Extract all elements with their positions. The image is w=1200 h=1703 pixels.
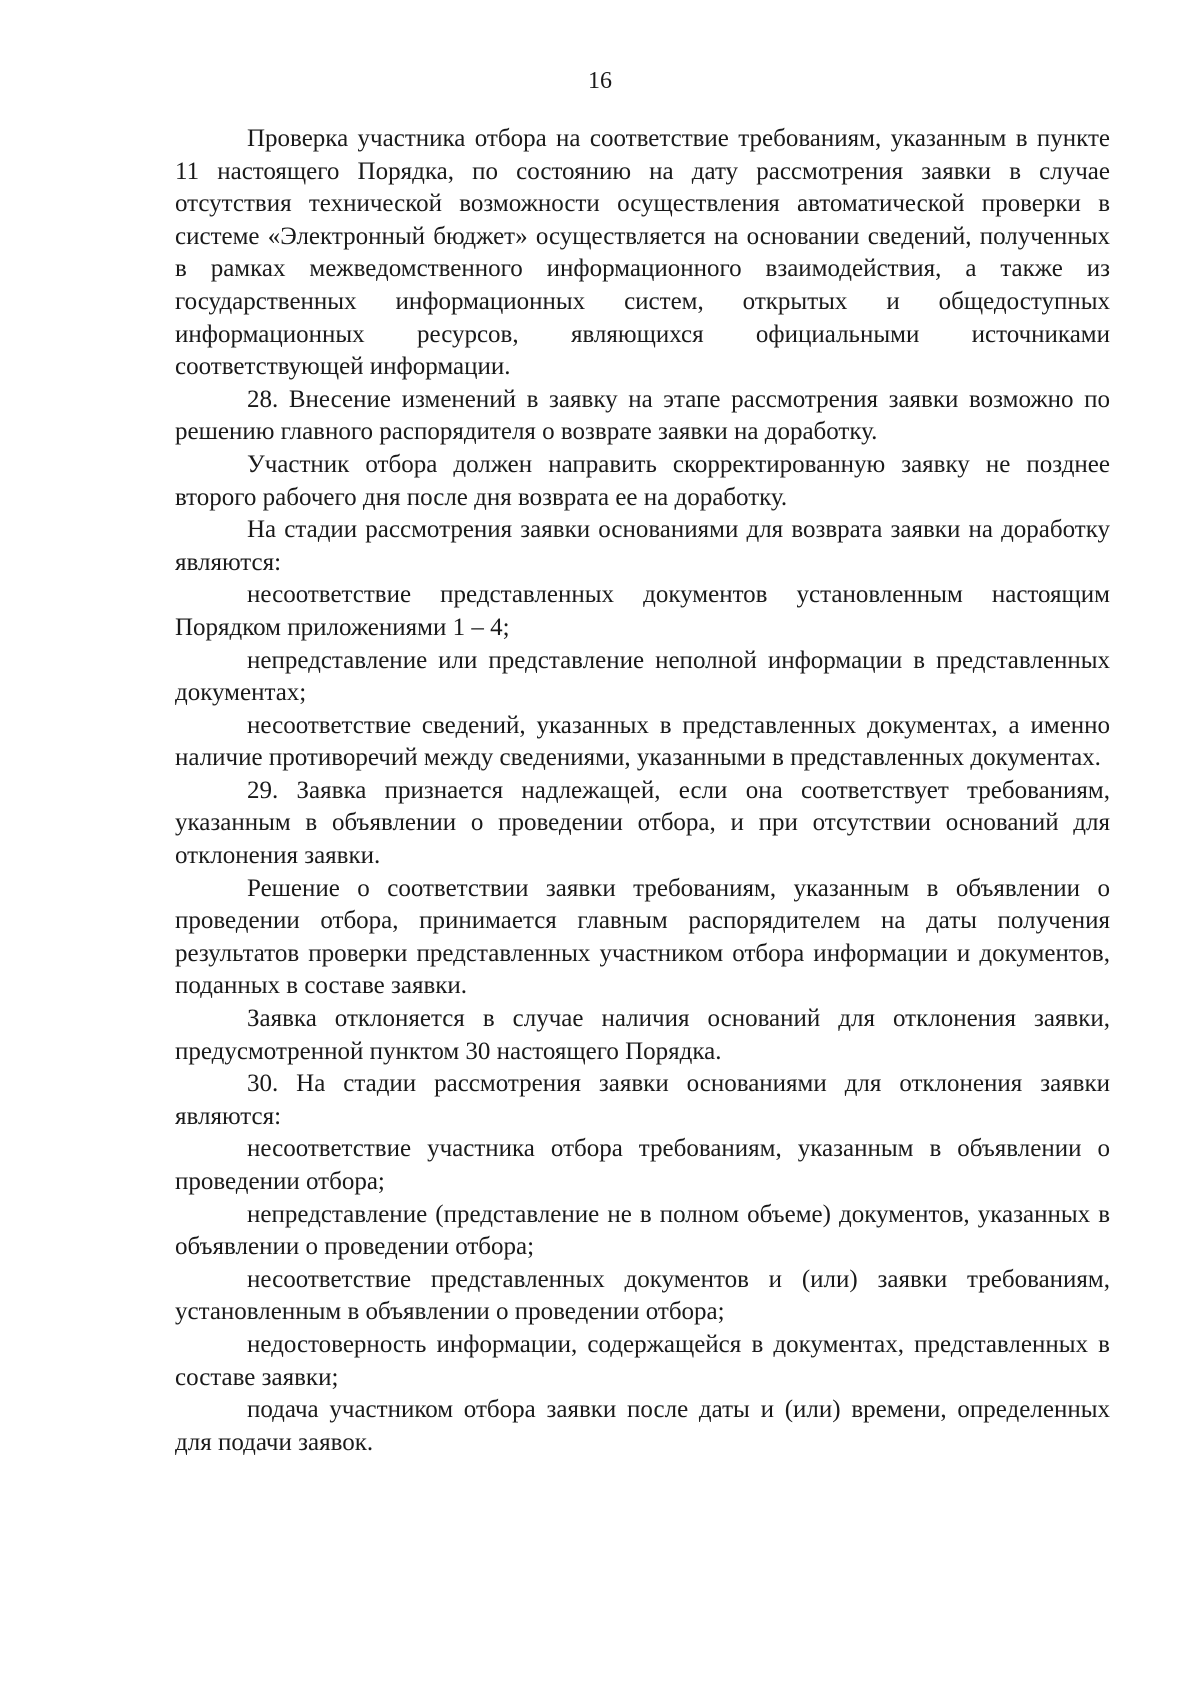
list-item-return-ground: несоответствие сведений, указанных в представленных документах, а именно наличие противоречий между сведениями, указанными в представленных документах. bbox=[175, 711, 1110, 772]
paragraph-compliance-decision: Решение о соответствии заявки требованиям, указанным в объявлении о проведении отбора, принимается главным распорядителем на даты получения результатов проверки представленных участником отбора информации и документов, поданных в составе заявки. bbox=[175, 874, 1110, 1000]
paragraph-return-grounds-intro: На стадии рассмотрения заявки основаниями для возврата заявки на доработку являются: bbox=[175, 516, 1110, 576]
paragraph-rejection: Заявка отклоняется в случае наличия оснований для отклонения заявки, предусмотренной пунктом 30 настоящего Порядка. bbox=[175, 1005, 1110, 1065]
paragraph-resubmission-deadline: Участник отбора должен направить скорректированную заявку не позднее второго рабочего дня после дня возврата ее на доработку. bbox=[175, 450, 1110, 511]
paragraph-29-proper-application: 29. Заявка признается надлежащей, если она соответствует требованиям, указанным в объявлении о проведении отбора, и при отсутствии оснований для отклонения заявки. bbox=[175, 776, 1110, 870]
list-item-rejection-ground: непредставление (представление не в полном объеме) документов, указанных в объявлении о проведении отбора; bbox=[175, 1200, 1110, 1261]
paragraph-28-changes: 28. Внесение изменений в заявку на этапе рассмотрения заявки возможно по решению главного распорядителя о возврате заявки на доработку. bbox=[175, 385, 1110, 446]
list-item-return-ground: непредставление или представление неполной информации в представленных документах; bbox=[175, 646, 1110, 707]
list-item-rejection-ground: подача участником отбора заявки после даты и (или) времени, определенных для подачи заявок. bbox=[175, 1396, 1110, 1456]
list-item-rejection-ground: несоответствие представленных документов и (или) заявки требованиям, установленным в объявлении о проведении отбора; bbox=[175, 1265, 1110, 1326]
paragraph-verification: Проверка участника отбора на соответствие требованиям, указанным в пункте 11 настоящего Порядка, по состоянию на дату рассмотрения заявки в случае отсутствия технической возможности осуществления автоматической проверки в системе «Электронный бюджет» осуществляется на основании сведений, полученных в рамках межведомственного информационного взаимодействия, а также из государственных информационных систем, открытых и общедоступных информационных ресурсов, являющихся официальными источниками соответствующей информации. bbox=[175, 125, 1110, 381]
list-item-rejection-ground: несоответствие участника отбора требованиям, указанным в объявлении о проведении отбора; bbox=[175, 1135, 1110, 1195]
list-item-return-ground: несоответствие представленных документов установленным настоящим Порядком приложениями 1 – 4; bbox=[175, 581, 1110, 641]
page-number: 16 bbox=[588, 68, 612, 94]
list-item-rejection-ground: недостоверность информации, содержащейся в документах, представленных в составе заявки; bbox=[175, 1330, 1110, 1391]
paragraph-30-rejection-grounds-intro: 30. На стадии рассмотрения заявки основаниями для отклонения заявки являются: bbox=[175, 1070, 1110, 1130]
document-body bbox=[175, 123, 1110, 1459]
